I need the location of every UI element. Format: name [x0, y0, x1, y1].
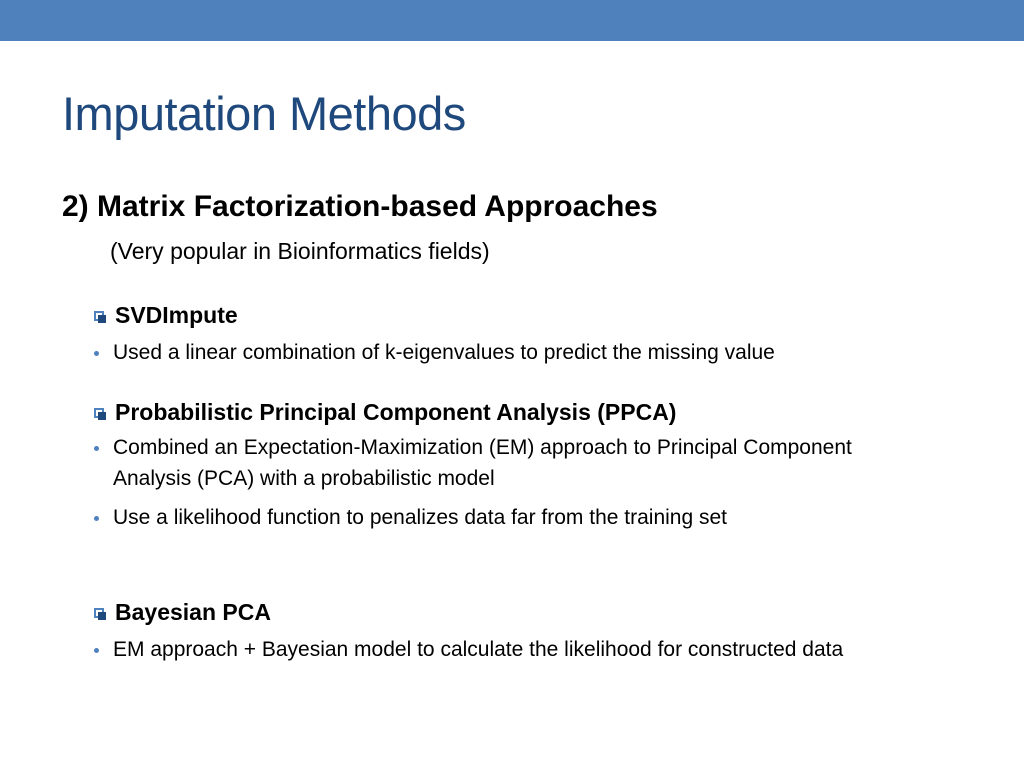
- bullet-icon: [94, 516, 99, 521]
- checkbox-icon: [94, 408, 104, 418]
- bullet-item: [94, 337, 984, 368]
- method-title: [94, 299, 984, 331]
- bullet-text: Combined an Expectation-Maximization (EM) approach to Principal Component Analysis (PCA) with a probabilistic model: [113, 436, 852, 490]
- section-heading: 2) Matrix Factorization-based Approaches: [62, 190, 658, 223]
- bullet-item: [94, 432, 913, 494]
- bullet-text: Use a likelihood function to penalizes data far from the training set: [113, 506, 728, 529]
- bullet-item: [94, 502, 984, 533]
- method-title: [94, 396, 984, 428]
- top-accent-bar: [0, 0, 1024, 41]
- section-note: (Very popular in Bioinformatics fields): [110, 238, 490, 264]
- method-title-label: Probabilistic Principal Component Analysis (PPCA): [115, 399, 677, 425]
- checkbox-icon: [94, 311, 104, 321]
- method-bayesian-pca: [94, 596, 984, 665]
- bullet-icon: [94, 351, 99, 356]
- checkbox-icon: [94, 608, 104, 618]
- method-title-label: Bayesian PCA: [115, 599, 271, 625]
- method-title: [94, 596, 984, 628]
- method-svdimpute: [94, 299, 984, 368]
- bullet-icon: [94, 446, 99, 451]
- bullet-text: Used a linear combination of k-eigenvalues to predict the missing value: [113, 341, 775, 364]
- bullet-icon: [94, 648, 99, 653]
- bullet-text: EM approach + Bayesian model to calculate the likelihood for constructed data: [113, 638, 844, 661]
- method-ppca: [94, 396, 984, 533]
- method-title-label: SVDImpute: [115, 302, 238, 328]
- slide-title: Imputation Methods: [62, 87, 466, 140]
- bullet-item: [94, 634, 973, 665]
